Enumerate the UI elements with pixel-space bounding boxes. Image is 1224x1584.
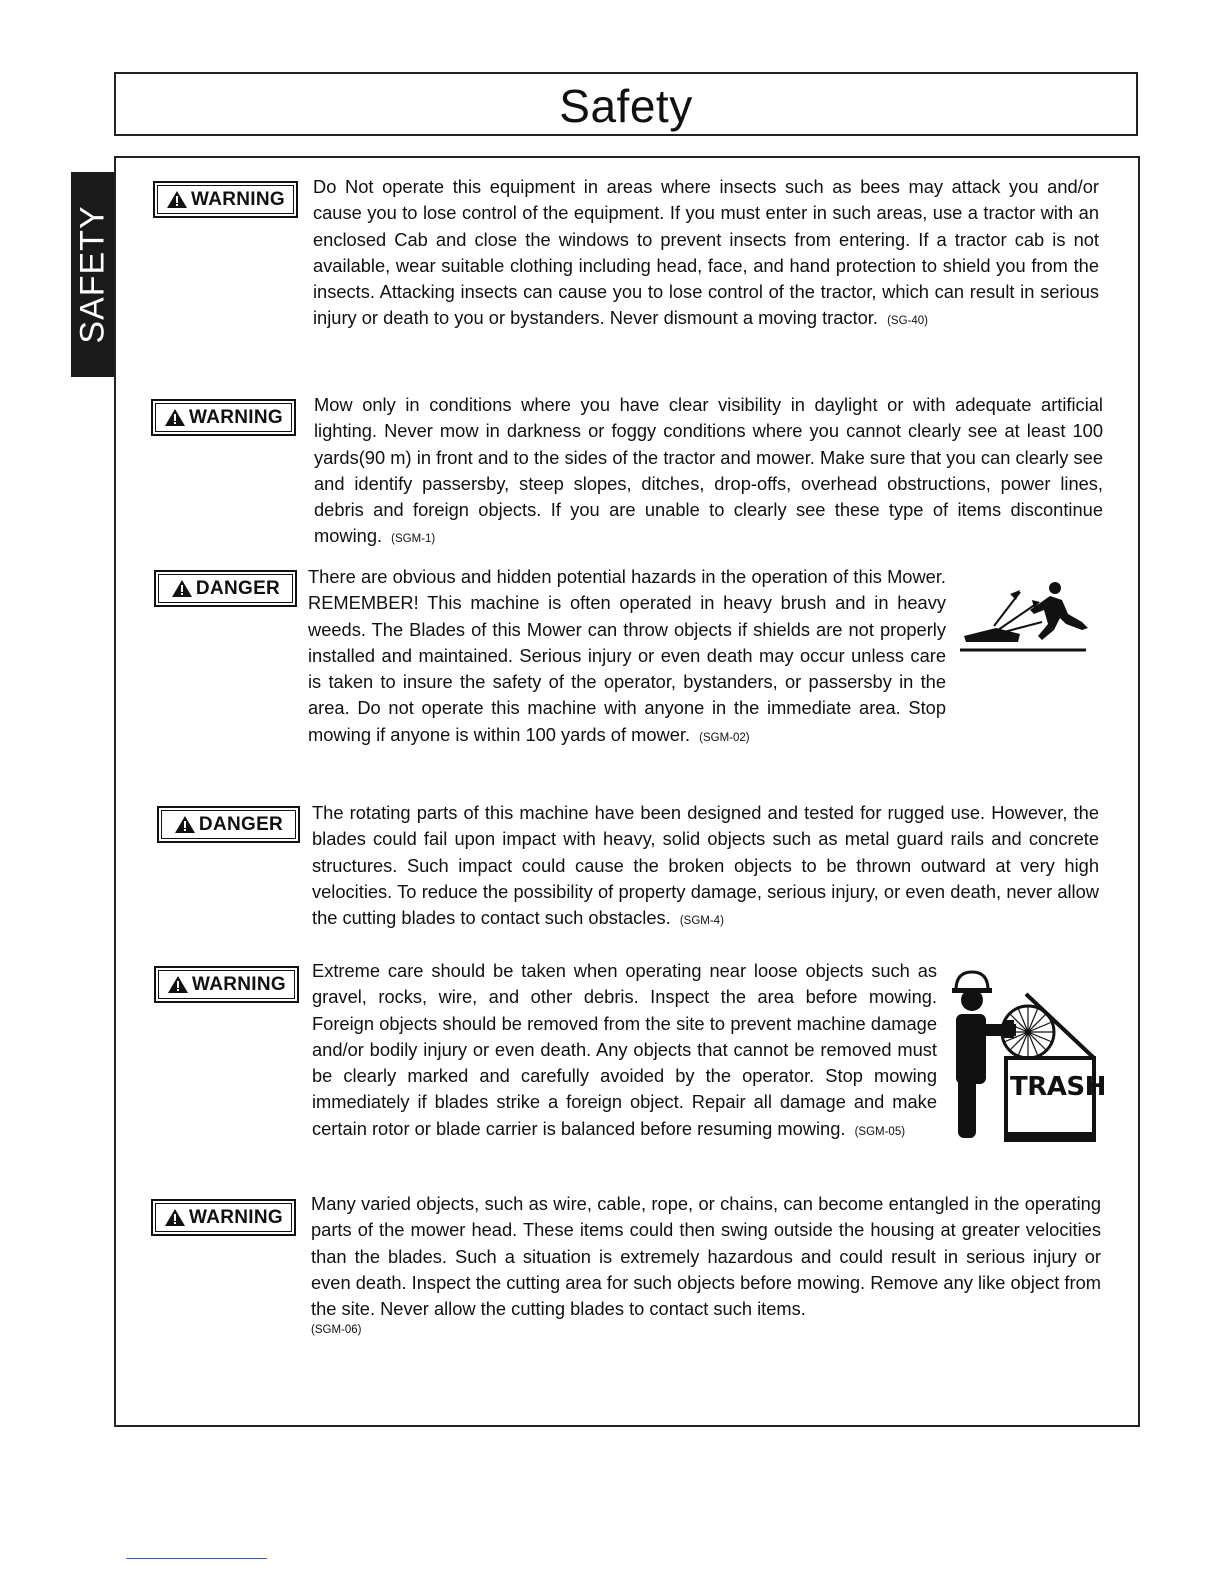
footer-rule bbox=[126, 1558, 267, 1559]
message-code: (SGM-1) bbox=[391, 533, 436, 546]
safety-message-5: Extreme care should be taken when operating near loose objects such as gravel, rocks, wire, and other debris. Inspect the area before mowing. Foreign objects should be removed from the site to prevent machine damage and/or bodily injury or even death. Any objects that cannot be removed must be clearly marked and carefully avoided by the operator. Stop mowing immediately if blades strike a foreign object. Repair all damage and make certain rotor or blade carrier is balanced before resuming mowing. (SGM-05) bbox=[312, 960, 937, 1139]
warning-badge: WARNING bbox=[154, 966, 299, 1003]
warning-triangle-icon bbox=[167, 975, 189, 994]
safety-message-6: Many varied objects, such as wire, cable, rope, or chains, can become entangled in the operating parts of the mower head. These items could then swing outside the housing at greater velocities than the blades. Such a situation is extremely hazardous and could result in serious injury or even death. Inspect the cutting area for such objects before mowing. Remove any like object from the site. Never allow the cutting blades to contact such items. (SGM-06) bbox=[311, 1193, 1101, 1337]
message-code: (SG-40) bbox=[887, 315, 928, 328]
message-code: (SGM-06) bbox=[311, 1324, 362, 1337]
warning-badge: WARNING bbox=[151, 399, 296, 436]
side-tab bbox=[71, 172, 115, 377]
warning-triangle-icon bbox=[166, 190, 188, 209]
safety-message-1: Do Not operate this equipment in areas where insects such as bees may attack you and/or cause you to lose control of the equipment. If you must enter in such areas, use a tractor with an enclosed Cab and close the windows to prevent insects from entering. If a tractor cab is not available, wear suitable clothing including head, face, and hand protection to shield you from the insects. Attacking insects can cause you to lose control of the tractor, which can result in serious injury or death to you or bystanders. Never dismount a moving tractor. (SG-40) bbox=[313, 176, 1099, 329]
trash-label: TRASH bbox=[1010, 1072, 1106, 1102]
thrown-objects-icon bbox=[958, 578, 1096, 656]
warning-triangle-icon bbox=[164, 1208, 186, 1227]
message-code: (SGM-05) bbox=[854, 1125, 906, 1138]
safety-message-2: Mow only in conditions where you have clear visibility in daylight or with adequate artificial lighting. Never mow in darkness or foggy conditions where you cannot clearly see at least 100 yards(90 m) in front and to the sides of the tractor and mower. Make sure that you can clearly see and identify passersby, steep slopes, ditches, drop-offs, overhead obstructions, power lines, debris and foreign objects. If you are unable to clearly see these type of items discontinue mowing. (SGM-1) bbox=[314, 394, 1103, 547]
safety-message-4: The rotating parts of this machine have been designed and tested for rugged use. However, the blades could fail upon impact with heavy, solid objects such as metal guard rails and concrete structures. Such impact could cause the broken objects to be thrown outward at very high velocities. To reduce the possibility of property damage, serious injury, or even death, never allow the cutting blades to contact such obstacles. (SGM-4) bbox=[312, 802, 1099, 929]
page-title-box bbox=[114, 72, 1138, 136]
page-title: Safety bbox=[559, 80, 693, 132]
danger-badge: DANGER bbox=[154, 570, 297, 607]
trash-pictogram bbox=[944, 966, 1106, 1144]
message-code: (SGM-4) bbox=[679, 915, 724, 928]
warning-badge: WARNING bbox=[153, 181, 298, 218]
warning-badge: WARNING bbox=[151, 1199, 296, 1236]
warning-triangle-icon bbox=[164, 408, 186, 427]
side-tab-label: SAFETY bbox=[73, 205, 112, 344]
warning-triangle-icon bbox=[171, 579, 193, 598]
message-code: (SGM-02) bbox=[699, 731, 750, 744]
worker-trash-icon bbox=[944, 966, 1106, 1144]
safety-message-3: There are obvious and hidden potential hazards in the operation of this Mower. REMEMBER! This machine is often operated in heavy brush and in heavy weeds. The Blades of this Mower can throw objects if shields are not properly installed and maintained. Serious injury or even death may occur unless care is taken to insure the safety of the operator, bystanders, or passersby in the area. Do not operate this machine with anyone in the immediate area. Stop mowing if anyone is within 100 yards of mower. (SGM-02) bbox=[308, 566, 946, 745]
danger-badge: DANGER bbox=[157, 806, 300, 843]
warning-triangle-icon bbox=[174, 815, 196, 834]
